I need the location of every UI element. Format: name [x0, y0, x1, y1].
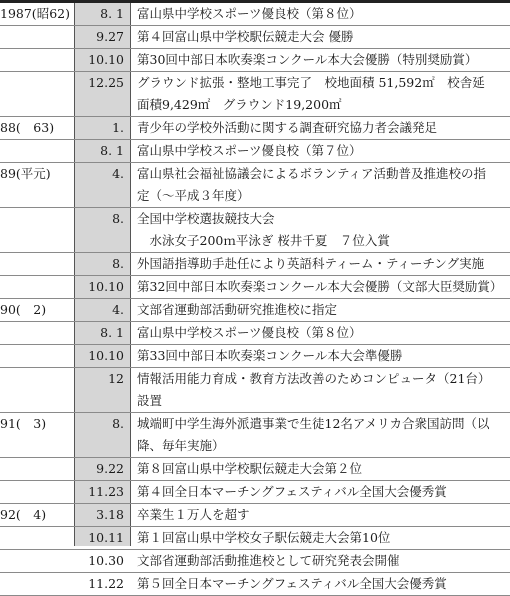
- date-cell: 10.11: [88, 530, 124, 545]
- year-cell: [0, 208, 72, 230]
- event-cell: [137, 573, 505, 595]
- event-text-line: 文部省運動部活動推進校として研究発表会開催: [137, 553, 400, 568]
- date-cell: 10.30: [88, 553, 124, 568]
- event-cell: [137, 322, 505, 344]
- event-text-line: 外国語指導助手赴任により英語科ティーム・ティーチング実施: [137, 256, 485, 271]
- event-cell: [137, 140, 505, 162]
- event-text-line: 富山県社会福祉協議会によるボランティア活動普及推進校の指: [137, 166, 487, 181]
- year-cell: [0, 368, 72, 390]
- event-cell: [137, 253, 505, 275]
- history-table: [0, 3, 510, 596]
- table-row: [0, 299, 510, 322]
- year-cell: [0, 49, 72, 71]
- year-cell: [0, 322, 72, 344]
- event-cell: [137, 208, 505, 252]
- table-row: [0, 208, 510, 253]
- table-row: [0, 345, 510, 368]
- table-row: [0, 527, 510, 550]
- date-cell: 3.18: [96, 507, 124, 522]
- event-cell: [137, 413, 505, 457]
- date-cell: 10.10: [88, 348, 124, 363]
- event-cell: [137, 49, 505, 71]
- year-cell: [0, 481, 72, 503]
- year-cell: 89(平元): [0, 166, 51, 181]
- date-cell: 8.: [112, 256, 124, 271]
- table-row: [0, 458, 510, 481]
- table-row: [0, 3, 510, 26]
- date-cell: 11.23: [88, 484, 124, 499]
- event-text-line: 第33回中部日本吹奏楽コンクール本大会準優勝: [137, 348, 403, 363]
- date-cell: 8. 1: [100, 325, 124, 340]
- event-text-line: 城端町中学生海外派遣事業で生徒12名アメリカ合衆国訪問（以: [137, 416, 490, 431]
- event-cell: [137, 550, 505, 572]
- event-text-line: 定（～平成３年度）: [137, 188, 250, 203]
- event-text-line: 富山県中学校スポーツ優良校（第７位）: [137, 143, 362, 158]
- event-text-line: グラウンド拡張・整地工事完了 校地面積 51,592㎡ 校舎延: [137, 75, 485, 90]
- event-text-line: 富山県中学校スポーツ優良校（第８位）: [137, 325, 362, 340]
- date-cell: 8. 1: [100, 143, 124, 158]
- event-text-line: 青少年の学校外活動に関する調査研究協力者会議発足: [137, 120, 438, 135]
- event-text-line: 第１回富山県中学校女子駅伝競走大会第10位: [137, 530, 391, 545]
- year-cell: [0, 550, 72, 572]
- year-cell: [0, 26, 72, 48]
- table-row: [0, 413, 510, 458]
- table-row: [0, 550, 510, 573]
- year-cell: 91( 3): [0, 416, 47, 431]
- date-cell: 10.10: [88, 279, 124, 294]
- date-cell: 8. 1: [100, 6, 124, 21]
- event-text-line: 情報活用能力育成・教育方法改善のためコンピュータ（21台）: [137, 371, 491, 386]
- event-cell: [137, 504, 505, 526]
- event-cell: [137, 117, 505, 139]
- event-text-line: 第４回全日本マーチングフェスティバル全国大会優秀賞: [137, 484, 447, 499]
- event-cell: [137, 3, 505, 25]
- year-cell: 88( 63): [0, 120, 55, 135]
- table-row: [0, 117, 510, 140]
- event-cell: [137, 72, 505, 116]
- event-text-line: 設置: [137, 393, 163, 408]
- event-text-line: 全国中学校選抜競技大会: [137, 211, 275, 226]
- year-cell: [0, 573, 72, 595]
- event-cell: [137, 458, 505, 480]
- year-cell: 90( 2): [0, 302, 47, 317]
- event-text-line: 文部省運動部活動研究推進校に指定: [137, 302, 338, 317]
- event-cell: [137, 299, 505, 321]
- table-row: [0, 49, 510, 72]
- table-row: [0, 72, 510, 117]
- table-row: [0, 26, 510, 49]
- event-text-line: 水泳女子200ｍ平泳ぎ 桜井千夏 ７位入賞: [137, 233, 390, 248]
- year-cell: 92( 4): [0, 507, 47, 522]
- table-row: [0, 481, 510, 504]
- date-cell: 1.: [112, 120, 124, 135]
- year-cell: 1987(昭62): [0, 6, 70, 21]
- event-text-line: 第４回富山県中学校駅伝競走大会 優勝: [137, 29, 354, 44]
- table-row: [0, 368, 510, 413]
- date-cell: 4.: [112, 302, 124, 317]
- year-cell: [0, 253, 72, 275]
- event-text-line: 第８回富山県中学校駅伝競走大会第２位: [137, 461, 363, 476]
- date-cell: 9.27: [96, 29, 124, 44]
- event-cell: [137, 26, 505, 48]
- table-row: [0, 573, 510, 596]
- year-cell: [0, 276, 72, 298]
- year-cell: [0, 458, 72, 480]
- date-cell: 12.25: [88, 75, 124, 90]
- event-cell: [137, 163, 505, 207]
- event-text-line: 富山県中学校スポーツ優良校（第８位）: [137, 6, 362, 21]
- date-cell: 8.: [112, 211, 124, 226]
- date-cell: 12: [108, 371, 124, 386]
- event-text-line: 卒業生１万人を超す: [137, 507, 250, 522]
- event-cell: [137, 368, 505, 412]
- event-text-line: 第32回中部日本吹奏楽コンクール本大会優勝（文部大臣奨励賞）: [137, 279, 503, 294]
- date-cell: 10.10: [88, 52, 124, 67]
- date-cell: 4.: [112, 166, 124, 181]
- event-cell: [137, 276, 505, 298]
- table-row: [0, 253, 510, 276]
- event-text-line: 第５回全日本マーチングフェスティバル全国大会優秀賞: [137, 576, 447, 591]
- event-cell: [137, 345, 505, 367]
- table-row: [0, 322, 510, 345]
- event-text-line: 面積9,429㎡ グラウンド19,200㎡: [137, 97, 342, 112]
- year-cell: [0, 140, 72, 162]
- year-cell: [0, 72, 72, 94]
- table-row: [0, 163, 510, 208]
- table-row: [0, 140, 510, 163]
- table-row: [0, 276, 510, 299]
- event-text-line: 降、毎年実施）: [137, 438, 225, 453]
- year-cell: [0, 345, 72, 367]
- date-cell: 11.22: [88, 576, 124, 591]
- event-text-line: 第30回中部日本吹奏楽コンクール本大会優勝（特別奨励賞）: [137, 52, 478, 67]
- date-cell: 8.: [112, 416, 124, 431]
- table-row: [0, 504, 510, 527]
- date-cell: 9.22: [96, 461, 124, 476]
- event-cell: [137, 481, 505, 503]
